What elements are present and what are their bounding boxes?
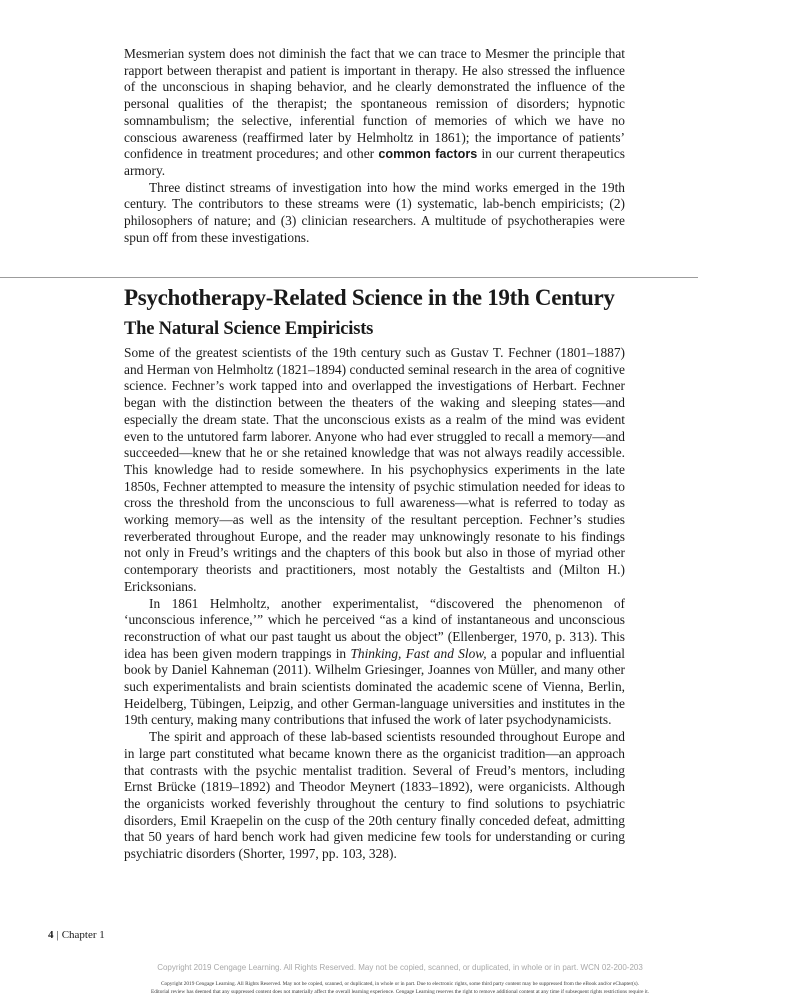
body-paragraph-1: Some of the greatest scientists of the 19th century such as Gustav T. Fechner (1801–1887) and Herman von Helmholtz (1821–1894) conducted seminal research in the area of cognitive science. Fechner’s work tapped into and overlapped the investigations of Herbart. Fechner began with the distinction between the theaters of the waking and sleeping states—and especially the dream state. That the unconscious exists as a realm of the mind was evident even to the untutored farm laborer. Anyone who had ever struggled to recall a memory—and succeeded—knew that he or she retained knowledge that was not always readily accessible. This knowledge had to reside somewhere. In his psychophysics experiments in the late 1850s, Fechner attempted to measure the intensity of psychic stimulation needed for ideas to cross the threshold from the unconscious to full awareness—what is referred to today as working memory—as well as the intensity of the resultant perception. Fechner’s studies reverberated throughout Europe, and the reader may unknowingly resonate to his findings not only in Freud’s writings and the chapters of this book but also in those of myriad other contemporary theorists and practitioners, most notably the Gestaltists and (Milton H.) Ericksonians. <box>124 345 625 594</box>
intro-paragraph-2: Three distinct streams of investigation into how the mind works emerged in the 19th century. The contributors to these streams were (1) systematic, lab-bench empiricists; (2) philosophers of nature; and (3) clinician researchers. A multitude of psychotherapies were spun off from these investigations. <box>124 179 625 245</box>
footer-separator: | <box>56 929 59 941</box>
body-text-block <box>124 345 625 863</box>
body-paragraph-3: The spirit and approach of these lab-based scientists resounded throughout Europe and in large part constituted what became known there as the organicist tradition—an approach that contrasts with the psychic mentalist tradition. Several of Freud’s mentors, including Ernst Brücke (1819–1892) and Theodor Meynert (1833–1892), were organicists. Although the organicists worked feverishly throughout the century to find solutions to psychiatric disorders, Emil Kraepelin on the cusp of the 20th century finally conceded defeat, admitting that 50 years of hard bench work had given medicine few tools for understanding or curing psychiatric disorders (Shorter, 1997, pp. 103, 328). <box>124 729 625 862</box>
intro-paragraph-1-text: Mesmerian system does not diminish the fact that we can trace to Mesmer the principle that rapport between therapist and patient is important in therapy. He also stressed the influence of the unconscious in shaping behavior, and he clearly demonstrated the influence of the personal qualities of the therapist; the spontaneous remission of disorders; hypnotic somnambulism; the selective, inferential function of memories of which we have no conscious awareness (reaffirmed later by Helmholtz in 1861); the importance of patients’ confidence in treatment procedures; and other <box>124 46 625 162</box>
page-footer <box>48 928 105 942</box>
book-title: Thinking, Fast and Slow, <box>350 645 487 661</box>
copyright-watermark: Copyright 2019 Cengage Learning. All Rights Reserved. May not be copied, scanned, or duplicated, in whole or in part. WCN 02-200-203 <box>157 963 643 972</box>
subsection-title: The Natural Science Empiricists <box>124 319 374 339</box>
body-paragraph-2 <box>124 596 625 730</box>
body-paragraph-2-text: In 1861 Helmholtz, another experimentalist, “discovered the phenomenon of ‘unconscious inference,’” which he perceived “as a kind of instantaneous and unconscious reconstruction of what our past taught us about the object” (Ellenberger, 1970, p. 313). This idea has been given modern trappings in <box>124 595 625 661</box>
copyright-notice-line-1: Copyright 2019 Cengage Learning. All Rights Reserved. May not be copied, scanned, or duplicated, in whole or in part. Due to electronic rights, some third party content may be suppressed from the eBook and/or eChapter(s). <box>160 981 640 987</box>
body-paragraph-2-end: a popular and influential book by Daniel Kahneman (2011). Wilhelm Griesinger, Joannes von Müller, and many other such experimentalists and brain scientists dominated the academic scene of Vienna, Berlin, Heidelberg, Tübingen, Leipzig, and other German-language universities and institutes in the 19th century, making many contributions that infused the work of later psychodynamicists. <box>124 645 626 728</box>
key-term-common-factors: common factors <box>378 147 478 162</box>
section-divider <box>0 277 698 278</box>
chapter-label: Chapter 1 <box>61 929 105 941</box>
intro-text-block <box>124 46 625 246</box>
section-title: Psychotherapy-Related Science in the 19th Century <box>124 285 615 310</box>
intro-paragraph-1-end: in our current therapeutics armory. <box>124 146 626 178</box>
copyright-notice-line-2: Editorial review has deemed that any suppressed content does not materially affect the overall learning experience. Cengage Learning reserves the right to remove additional content at any time if subsequent rights restrictions require it. <box>150 989 650 995</box>
page-number: 4 <box>48 929 54 941</box>
intro-paragraph-1 <box>124 46 625 180</box>
